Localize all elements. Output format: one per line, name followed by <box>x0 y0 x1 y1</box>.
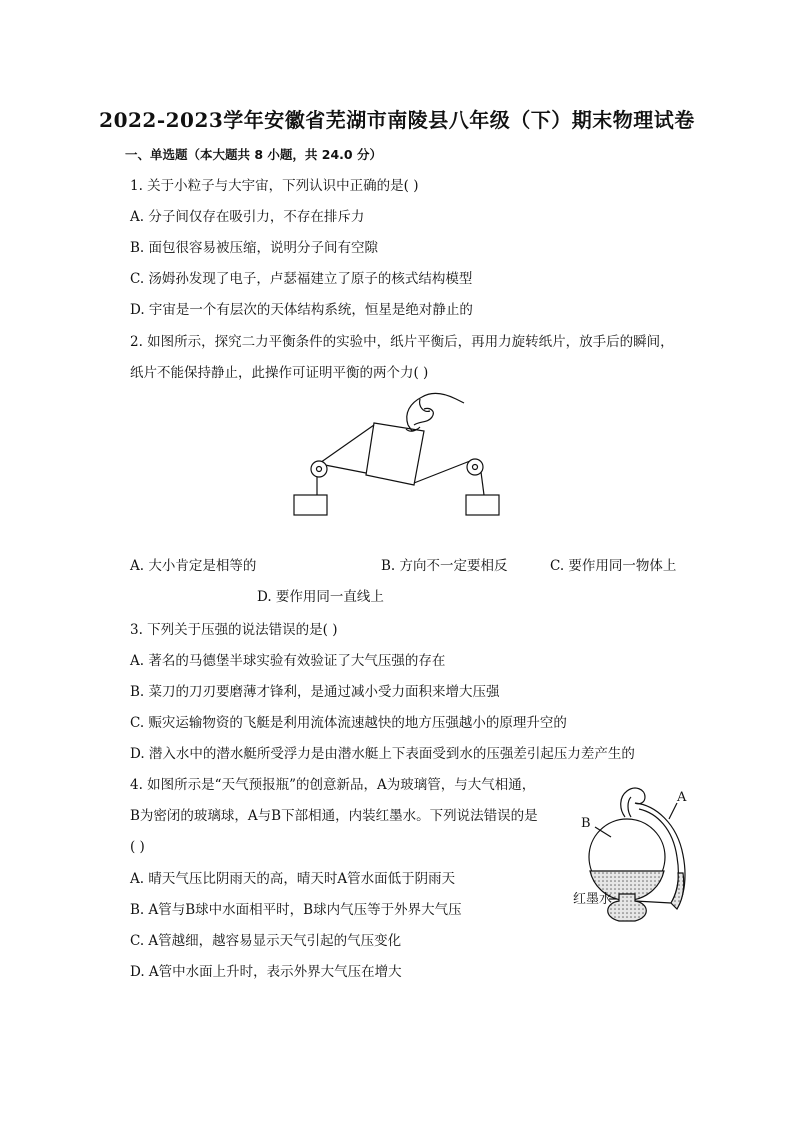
q4-label-b: B <box>581 816 591 831</box>
q3-option-c: C. 赈灾运输物资的飞艇是利用流体流速越快的地方压强越小的原理升空的 <box>130 715 567 731</box>
q3-option-d: D. 潜入水中的潜水艇所受浮力是由潜水艇上下表面受到水的压强差引起压力差产生的 <box>130 746 635 762</box>
page-title: 2022-2023学年安徽省芜湖市南陵县八年级（下）期末物理试卷 <box>99 108 695 132</box>
q4-stem-line2: B为密闭的玻璃球，A与B下部相通，内装红墨水。下列说法错误的是 <box>130 808 538 824</box>
q1-option-d: D. 宇宙是一个有层次的天体结构系统，恒星是绝对静止的 <box>130 302 473 318</box>
q1-option-c: C. 汤姆孙发现了电子，卢瑟福建立了原子的核式结构模型 <box>130 271 473 287</box>
q2-stem-line2: 纸片不能保持静止，此操作可证明平衡的两个力( ) <box>130 365 429 381</box>
q2-stem-line1: 2. 如图所示，探究二力平衡条件的实验中，纸片平衡后，再用力旋转纸片，放手后的瞬间， <box>130 334 674 350</box>
q2-option-a: A. 大小肯定是相等的 <box>130 558 257 574</box>
q2-figure-balance-apparatus <box>280 385 520 525</box>
q1-option-b: B. 面包很容易被压缩，说明分子间有空隙 <box>130 240 379 256</box>
q4-label-red-ink: 红墨水 <box>573 892 613 907</box>
q1-stem: 1. 关于小粒子与大宇宙，下列认识中正确的是( ) <box>130 178 419 194</box>
q3-stem: 3. 下列关于压强的说法错误的是( ) <box>130 622 338 638</box>
q4-stem-line1: 4. 如图所示是“天气预报瓶”的创意新品，A为玻璃管，与大气相通， <box>130 777 536 793</box>
q4-option-d: D. A管中水面上升时，表示外界大气压在增大 <box>130 964 402 980</box>
q4-label-a: A <box>677 790 687 805</box>
q3-option-b: B. 菜刀的刀刃要磨薄才锋利，是通过减小受力面积来增大压强 <box>130 684 500 700</box>
q4-option-b: B. A管与B球中水面相平时，B球内气压等于外界大气压 <box>130 902 462 918</box>
q4-figure-weather-bottle <box>565 775 705 940</box>
q2-option-c: C. 要作用同一物体上 <box>550 558 677 574</box>
q4-option-c: C. A管越细，越容易显示天气引起的气压变化 <box>130 933 402 949</box>
section-heading: 一、单选题（本大题共 8 小题，共 24.0 分） <box>125 147 382 162</box>
q4-option-a: A. 晴天气压比阴雨天的高，晴天时A管水面低于阴雨天 <box>130 871 456 887</box>
q1-option-a: A. 分子间仅存在吸引力，不存在排斥力 <box>130 209 365 225</box>
q2-option-d: D. 要作用同一直线上 <box>257 589 384 605</box>
q2-option-b: B. 方向不一定要相反 <box>381 558 508 574</box>
q4-stem-line3: ( ) <box>130 839 145 855</box>
q3-option-a: A. 著名的马德堡半球实验有效验证了大气压强的存在 <box>130 653 446 669</box>
